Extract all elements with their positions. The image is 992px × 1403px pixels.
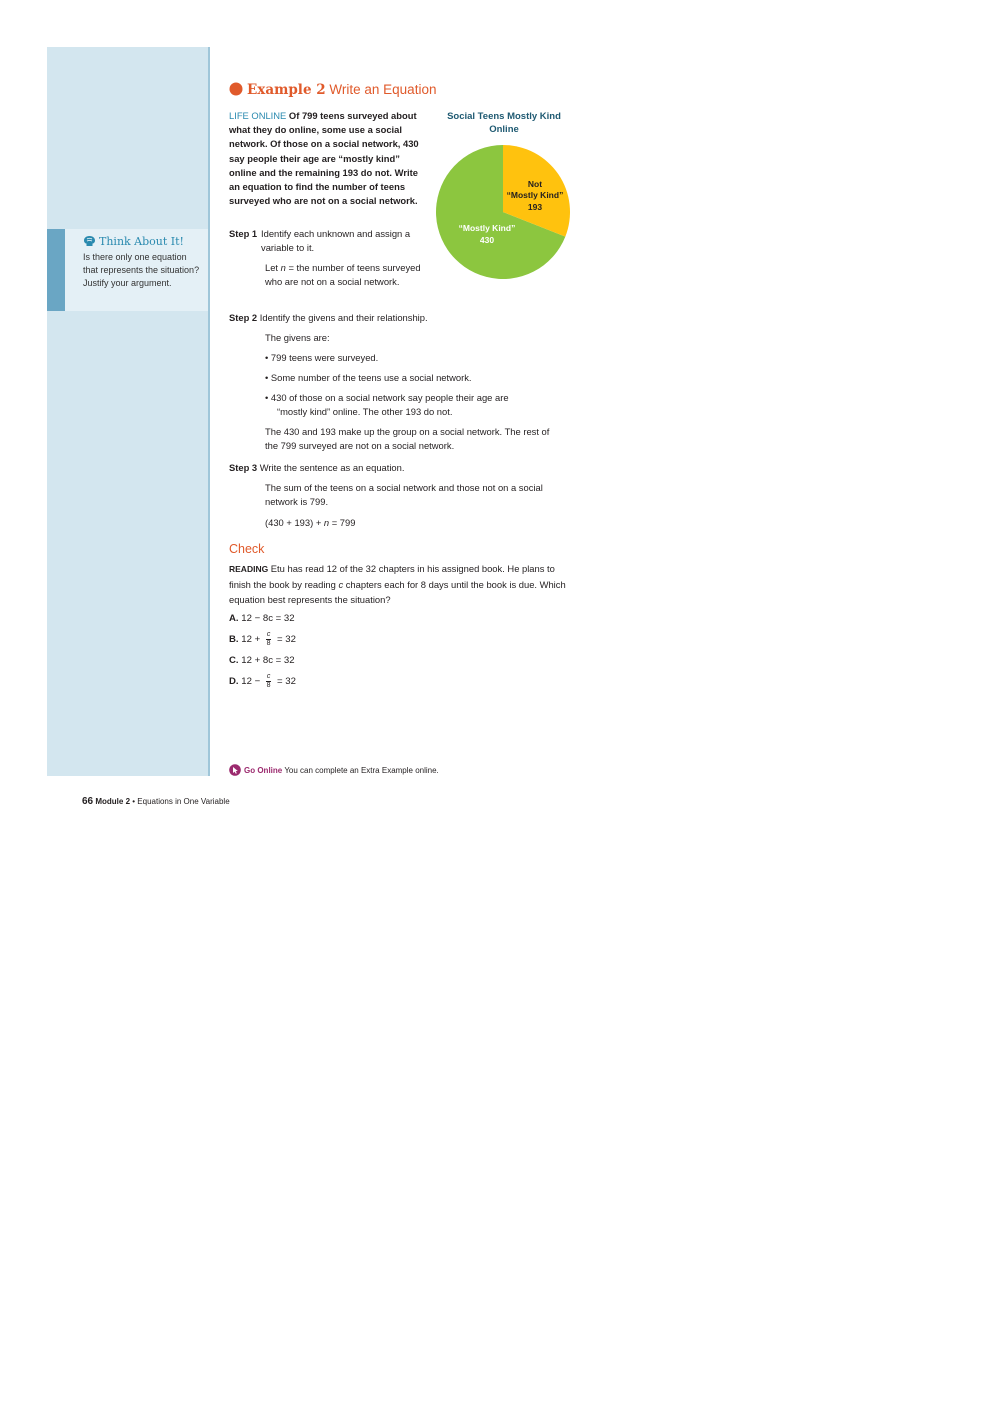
check-heading: Check xyxy=(229,542,265,556)
value-label-mostly: 430 xyxy=(479,235,495,245)
value-label-not: 193 xyxy=(527,202,543,212)
step-3-text: Write the sentence as an equation. xyxy=(259,462,405,473)
think-about-it-box xyxy=(47,229,208,311)
let-prefix: Let xyxy=(265,262,281,273)
step-1-text: Identify each unknown and assign a variable to it. xyxy=(261,228,411,253)
option-b-label: B. xyxy=(229,634,239,646)
option-b-post: = 32 xyxy=(274,634,296,646)
chart-title: Social Teens Mostly Kind Online xyxy=(447,111,561,135)
example-subtitle: Write an Equation xyxy=(329,82,437,97)
option-d-post: = 32 xyxy=(274,676,296,688)
step-1 xyxy=(229,227,257,241)
step-3-sentence: The sum of the teens on a social network and those not on a social network is 799. xyxy=(265,482,543,507)
option-c[interactable] xyxy=(229,654,295,668)
option-a-text: 12 − 8c = 32 xyxy=(241,613,295,624)
step-1-let xyxy=(265,261,433,289)
think-title xyxy=(83,235,184,250)
pie-chart xyxy=(436,108,576,283)
step-2 xyxy=(229,311,428,325)
sidebar-panel xyxy=(47,47,208,776)
check-var: c xyxy=(338,579,344,590)
given-bullet-3: • 430 of those on a social network say people their age are xyxy=(265,392,509,403)
brain-icon xyxy=(83,235,96,250)
step-1-label: Step 1 xyxy=(229,228,258,239)
module-title: Equations in One Variable xyxy=(137,797,230,806)
step-3 xyxy=(229,461,404,475)
option-d[interactable] xyxy=(229,673,296,690)
page-footer xyxy=(82,796,230,807)
option-c-label: C. xyxy=(229,655,239,666)
eq-prefix: (430 + 193) + xyxy=(265,517,324,528)
option-d-label: D. xyxy=(229,676,239,688)
option-a[interactable] xyxy=(229,612,295,626)
step-2-text: Identify the givens and their relationship. xyxy=(259,312,428,323)
example-number: Example 2 xyxy=(247,82,326,98)
page-number: 66 xyxy=(82,796,94,807)
label-not-line1: Not xyxy=(527,179,543,189)
cursor-icon xyxy=(229,764,241,778)
go-online-label: Go Online xyxy=(244,766,283,775)
go-online-text: You can complete an Extra Example online. xyxy=(282,766,439,775)
frac-num: c xyxy=(266,631,271,638)
example-heading xyxy=(229,82,436,99)
option-a-label: A. xyxy=(229,613,239,624)
check-question xyxy=(229,561,574,607)
let-var: n xyxy=(280,262,286,273)
option-d-fraction xyxy=(266,673,272,690)
footer-sep: • xyxy=(130,797,138,806)
givens-intro: The givens are: xyxy=(265,332,330,343)
think-title-text: Think About It! xyxy=(99,235,184,248)
given-bullet-3-cont: “mostly kind” online. The other 193 do not. xyxy=(277,406,453,417)
givens-summary: The 430 and 193 make up the group on a social network. The rest of the 799 surveyed are not on a social network. xyxy=(265,426,550,451)
label-mostly: “Mostly Kind” xyxy=(458,223,516,233)
pie-svg xyxy=(436,108,576,283)
go-online-link[interactable] xyxy=(229,764,439,778)
intro-text: Of 799 teens surveyed about what they do online, some use a social network. Of those on a social network, 430 say people their age are “mostly kind” online and the remaining 193 do not. Write an equation to find the number of teens surveyed who are not on a social network. xyxy=(229,110,419,207)
frac-num: c xyxy=(266,673,271,680)
sidebar-divider xyxy=(208,47,210,776)
check-text-before: Etu has read 12 of the 32 chapters in his assigned book. He plans to finish the book by reading xyxy=(229,563,555,590)
reading-tag: READING xyxy=(229,564,269,574)
frac-den: 8 xyxy=(266,640,271,647)
option-b-pre: 12 + xyxy=(241,634,263,646)
step-3-equation xyxy=(265,516,565,530)
frac-den: 8 xyxy=(266,682,271,689)
option-c-text: 12 + 8c = 32 xyxy=(241,655,295,666)
example-intro xyxy=(229,109,429,208)
option-d-pre: 12 − xyxy=(241,676,263,688)
step-2-label: Step 2 xyxy=(229,312,258,323)
compass-icon xyxy=(229,82,243,99)
given-bullet-2: • Some number of the teens use a social network. xyxy=(265,372,472,383)
think-text: Is there only one equation that represents the situation? Justify your argument. xyxy=(83,252,200,288)
check-text-after: chapters each for 8 days until the book is due. Which equation best represents the situation? xyxy=(229,579,566,605)
label-not-line2: “Mostly Kind” xyxy=(506,190,564,200)
eq-suffix: = 799 xyxy=(329,517,356,528)
option-b[interactable] xyxy=(229,631,296,648)
let-rest: = the number of teens surveyed who are not on a social network. xyxy=(265,262,421,287)
given-bullet-1: • 799 teens were surveyed. xyxy=(265,352,379,363)
eq-var: n xyxy=(323,517,330,528)
think-stripe xyxy=(47,229,65,311)
option-b-fraction xyxy=(266,631,272,648)
step-3-label: Step 3 xyxy=(229,462,258,473)
module-label: Module 2 xyxy=(95,797,131,806)
life-online-tag: LIFE ONLINE xyxy=(229,110,287,121)
